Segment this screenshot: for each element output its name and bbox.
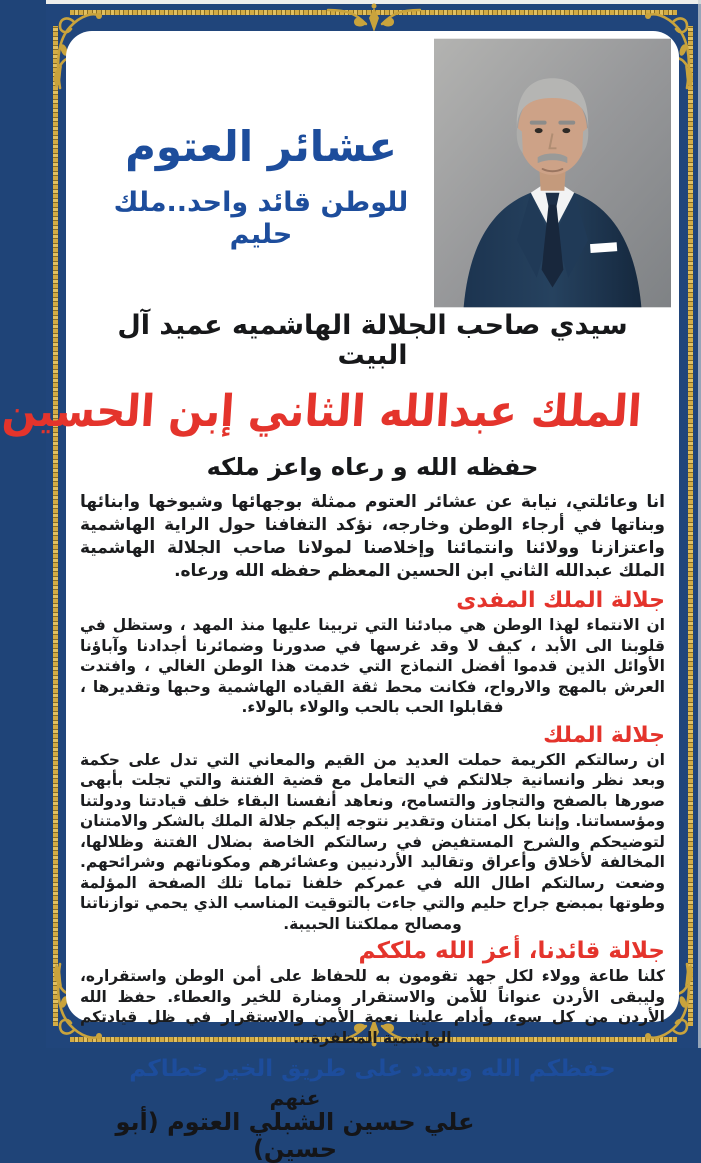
content-panel <box>0 31 679 1163</box>
header-section <box>80 31 665 311</box>
page-title: عشائر العتوم <box>125 122 397 171</box>
gold-chain-border-left <box>53 26 58 1026</box>
signature-on-behalf: عنهم <box>269 1086 321 1110</box>
king-name-calligraphy: الملك عبدالله الثاني إبن الحسين <box>0 386 644 437</box>
portrait-illustration <box>434 37 671 309</box>
intro-paragraph: انا وعائلتي، نيابة عن عشائر العتوم ممثلة بوجهائها وشيوخها وابنائها وبناتها في أرجاء الوطن وخارجه، نؤكد التفافنا حول الراية الهاشمية واعتزازنا وولائنا وانتمائنا وإخلاصنا لمولانا صاحب الجلالة الهاشمية الملك عبدالله الثاني ابن الحسين المعظم حفظه الله ورعاه. <box>80 492 665 581</box>
title-block <box>96 123 426 251</box>
section-paragraph: ان الانتماء لهذا الوطن هي مبادئنا التي تربينا عليها منذ المهد ، وستظل في قلوبنا الى الأبد ، كيف لا وقد غرسها في صدورنا وضمائرنا أجدادنا وآباؤنا الأوائل الذين قدموا أفضل النماذج التي خدمت هذا الوطن الغالي ، وافتدت العرش بالمهج والارواح، فكانت محط ثقة القياده الهاشمية وحبها وتقديرها ، فقابلوا الحب بالحب والولاء بالولاء. <box>80 616 665 716</box>
page-subtitle: للوطن قائد واحد..ملك حليم <box>113 187 409 250</box>
section-paragraph: كلنا طاعة وولاء لكل جهد تقومون به للحفاظ على أمن الوطن واستقراره، وليبقى الأردن عنواناً للأمن والاستقرار ومنارة للخير والعطاء. حفظ الله الأردن من كل سوء، وأدام علينا نعمة الأمن والاستقرار في ظل قيادتكم الهاشمية المظفرة... <box>80 967 665 1047</box>
section-heading: جلالة الملك <box>543 722 665 748</box>
salutation-line: سيدي صاحب الجلالة الهاشميه عميد آل البيت <box>117 310 628 371</box>
signature-block <box>80 1087 510 1163</box>
king-portrait-photo <box>434 37 671 309</box>
section-heading: جلالة الملك المفدى <box>456 588 665 613</box>
blessing-line: حفظه الله و رعاه واعز ملكه <box>206 453 539 481</box>
closing-prayer: حفظكم الله وسدد على طريق الخير خطاكم <box>129 1056 616 1082</box>
section-heading: جلالة قائدنا، أعز الله ملككم <box>358 938 665 964</box>
section-paragraph: ان رسالتكم الكريمة حملت العديد من القيم والمعاني التي تدل على حكمة وبعد نظر وانسانية جلالتكم في التعامل مع قضية الفتنة والتي تجلت بأبهى صورها بالصفح والتجاوز والتسامح، ونعاهد أنفسنا البقاء خلف قيادتنا ودولتنا ومؤسساتنا. وإننا بكل امتنان وتقدير نتوجه إليكم جلالة الملك بالشكر والامتنان لتوضيحكم والشرح المستفيض في رسالتكم الخاصة بضلال الفتنة وظلالها، المخالفة لأخلاق وأعراق وتقاليد الأردنيين وعشائرهم ومكوناتهم وشرائحهم. وضعت رسالتكم اطال الله في عمركم خلفنا تماما تلك الصفحة المؤلمة وطوتها بمبضع جراح حليم والتي جاءت بالتوقيت المناسب الذي يحمي توازناتنا ومصالح مملكتنا الحبيبة. <box>80 750 665 933</box>
signature-name: علي حسين الشبلي العتوم (أبو حسين) <box>115 1108 475 1163</box>
gold-chain-border-right <box>688 26 693 1026</box>
